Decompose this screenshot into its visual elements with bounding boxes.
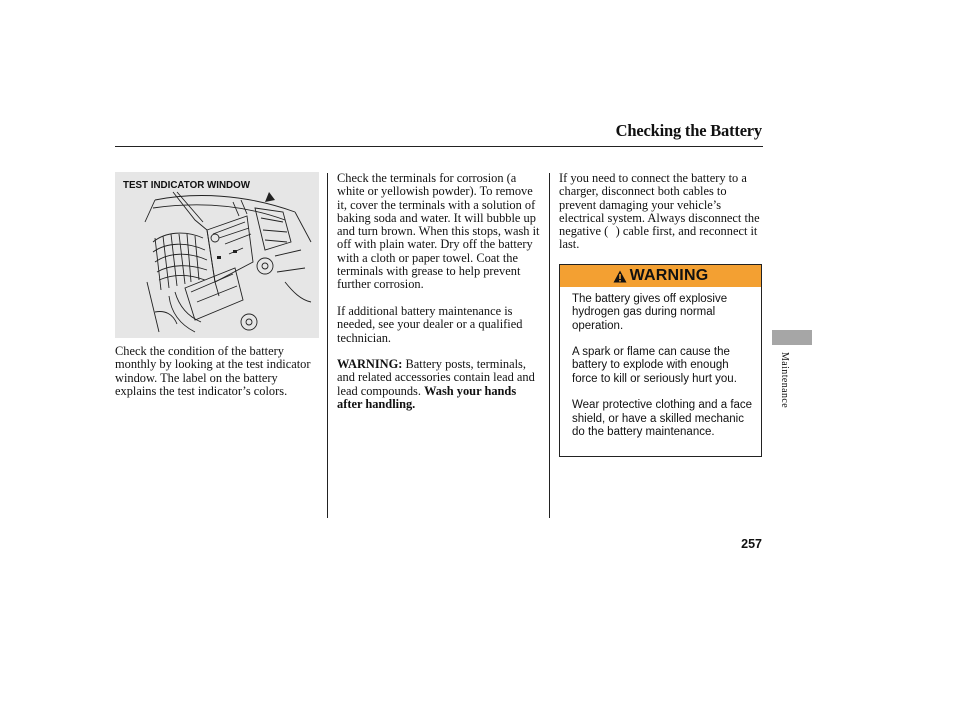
column-divider-1 xyxy=(327,173,328,518)
warning-box xyxy=(559,264,762,457)
column-1 xyxy=(115,345,321,398)
warning-paragraph: A spark or flame can cause the battery to explode with enough force to kill or seriously hurt you. xyxy=(572,346,737,385)
corrosion-paragraph: Check the terminals for corrosion (a white or yellowish powder). To remove it, cover the terminals with a solution of baking soda and water. It will bubble up and turn brown. When this stops, wash it off with plain water. Dry off the battery with a cloth or paper towel. Coat the terminals with grease to help prevent further corrosion. xyxy=(337,171,540,292)
battery-condition-paragraph: Check the condition of the battery monthly by looking at the test indicator window. The label on the battery explains the test indicator’s colors. xyxy=(115,344,311,398)
section-label: Maintenance xyxy=(779,352,790,409)
engine-bay-illustration xyxy=(115,172,319,338)
lead-warning-instruction: Wash your hands after handling. xyxy=(337,383,517,412)
page-number: 257 xyxy=(741,537,762,551)
warning-paragraph: Wear protective clothing and a face shield, or have a skilled mechanic do the battery maintenance. xyxy=(572,399,753,438)
warning-title: WARNING xyxy=(629,267,709,284)
warning-header xyxy=(560,265,761,287)
maintenance-paragraph: If additional battery maintenance is needed, see your dealer or a qualified technician. xyxy=(337,303,523,345)
battery-figure xyxy=(115,172,319,338)
section-tab xyxy=(772,330,812,345)
lead-warning-paragraph xyxy=(337,358,543,411)
warning-triangle-icon xyxy=(613,270,627,283)
warning-body xyxy=(572,293,756,453)
page-title: Checking the Battery xyxy=(615,121,762,140)
column-2 xyxy=(337,172,543,411)
charger-paragraph: If you need to connect the battery to a charger, disconnect both cables to prevent damaging your vehicle’s electrical system. Always disconnect the negative ( ) cable first, and reconnect it last. xyxy=(559,171,760,252)
figure-callout-label: TEST INDICATOR WINDOW xyxy=(123,180,250,191)
lead-warning-label: WARNING: xyxy=(337,357,403,372)
column-divider-2 xyxy=(549,173,550,518)
lead-warning-text: Battery posts, terminals, and related accessories contain lead and lead compounds. xyxy=(337,357,535,398)
column-3 xyxy=(559,172,765,252)
warning-paragraph: The battery gives off explosive hydrogen gas during normal operation. xyxy=(572,293,728,332)
title-rule xyxy=(115,146,763,147)
